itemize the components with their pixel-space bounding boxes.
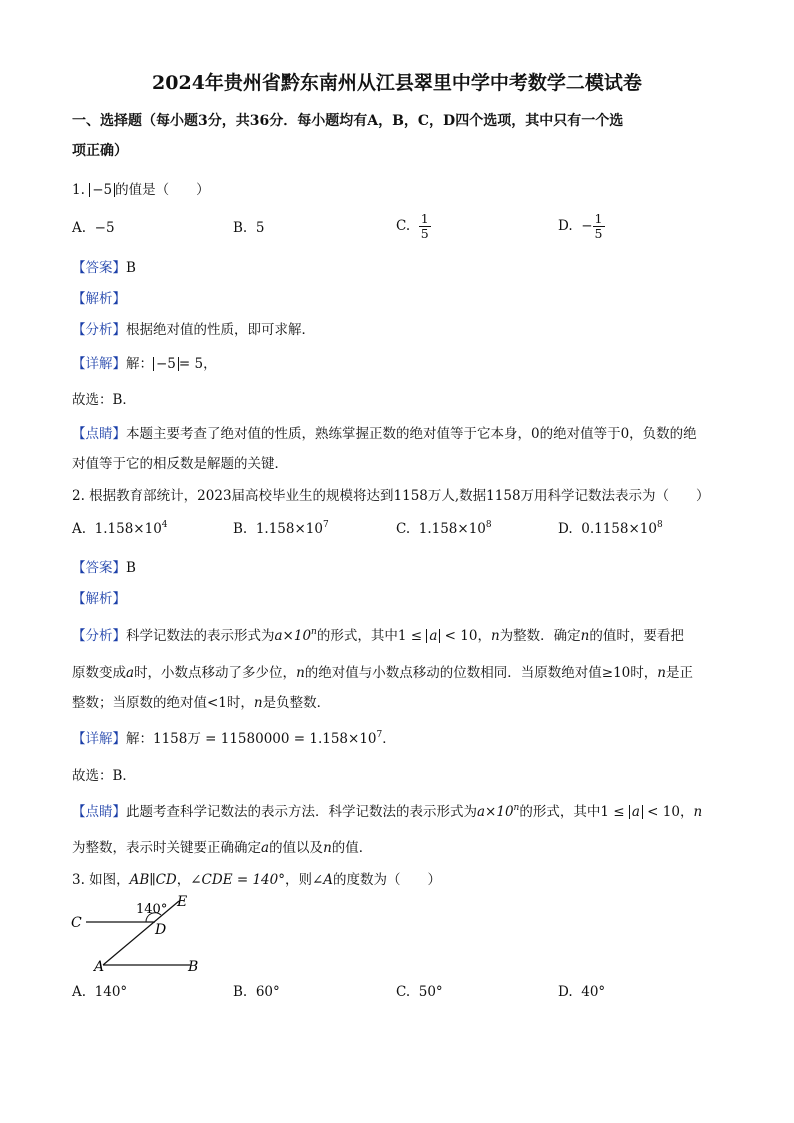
fraction: $\frac{1}{5}$ [594, 211, 603, 241]
xiangjie-line: 【详解】解： −5 = 5， [72, 356, 217, 372]
option-a-label: A. [72, 220, 87, 236]
option-a[interactable]: A. $1.158\times 10^4$ [72, 520, 168, 537]
option-a-value: −5 [94, 220, 115, 236]
question-1-options [72, 212, 752, 252]
dianjing-line-2: 对值等于它的相反数是解题的关键． [72, 456, 288, 472]
point-a: A [94, 959, 105, 975]
abs-value-expression: −5 [153, 357, 179, 371]
question-1-text: 的值是（ ） [115, 182, 210, 198]
option-d[interactable]: D. $0.1158\times 10^8$ [558, 520, 663, 537]
option-a[interactable] [72, 220, 115, 236]
point-e: E [177, 894, 188, 910]
answer-value: B [126, 260, 136, 276]
option-a[interactable]: A. 140° [72, 984, 128, 1000]
question-1-number: 1. [72, 182, 85, 198]
answer-tag: 【答案】 [72, 560, 126, 576]
answer-line [72, 256, 136, 276]
question-2-options [72, 520, 752, 544]
xiangjie-line: 【详解】解：1158万 = $11580000 = 1.158\times 10^7$． [72, 730, 396, 747]
option-c-label: C. [396, 218, 411, 234]
answer-tag: 【答案】 [72, 260, 126, 276]
question-2: 2. 根据教育部统计，2023届高校毕业生的规模将达到1158万人,数据1158万用科学记数法表示为（ ） [72, 488, 710, 504]
point-c: C [71, 915, 82, 931]
section-header-line2: 项正确） [72, 143, 128, 159]
dianjing-line-2: 为整数，表示时关键要正确确定a的值以及n的值． [72, 840, 373, 856]
fenxi-line-1: 【分析】科学记数法的表示形式为$a\times 10^n$的形式，其中1 ≤ a < 10，n为整数．确定n的值时，要看把 [72, 627, 684, 644]
abs-value-expression: −5 [89, 183, 115, 197]
fenxi-line-3: 整数；当原数的绝对值<1时，n是负整数． [72, 695, 331, 711]
dianjing-line-1: 【点睛】本题主要考查了绝对值的性质，熟练掌握正数的绝对值等于它本身，0的绝对值等于0，负数的绝 [72, 426, 697, 442]
guxuan-line: 故选：B． [72, 392, 136, 408]
dianjing-tag: 【点睛】 [72, 426, 126, 442]
answer-value: B [126, 560, 136, 576]
analysis-tag: 【解析】 [72, 291, 126, 307]
point-b: B [188, 959, 199, 975]
option-c[interactable]: C. 50° [396, 984, 443, 1000]
geometry-figure [66, 893, 216, 977]
option-c[interactable] [396, 212, 431, 241]
dianjing-line-1: 【点睛】此题考查科学记数法的表示方法．科学记数法的表示形式为$a\times 10^n$的形式，其中1 ≤ a < 10，n [72, 803, 703, 820]
fenxi-line [72, 318, 315, 338]
option-b-value: 5 [255, 220, 265, 236]
option-d[interactable]: D. − $\frac{1}{5}$ [558, 211, 603, 241]
option-b[interactable] [233, 220, 264, 236]
xiangjie-tag: 【详解】 [72, 731, 126, 747]
point-d: D [155, 922, 167, 938]
section-header-line1: 一、选择题（每小题3分，共36分．每小题均有A，B，C，D四个选项，其中只有一个选 [72, 113, 624, 129]
fraction: $\frac{1}{5}$ [420, 211, 429, 241]
guxuan-line: 故选：B． [72, 768, 136, 784]
option-b[interactable]: B. $1.158\times 10^7$ [233, 520, 329, 537]
fenxi-line-2: 原数变成a时，小数点移动了多少位，n的绝对值与小数点移动的位数相同．当原数绝对值≥10时，n是正 [72, 665, 693, 681]
angle-label: 140° [136, 902, 168, 917]
option-d-label: D. [558, 218, 573, 234]
fenxi-text: 根据绝对值的性质，即可求解． [126, 322, 315, 338]
xiangjie-tag: 【详解】 [72, 356, 126, 372]
dianjing-tag: 【点睛】 [72, 804, 126, 820]
option-b[interactable]: B. 60° [233, 984, 280, 1000]
fenxi-tag: 【分析】 [72, 322, 126, 338]
answer-line [72, 556, 136, 576]
analysis-tag: 【解析】 [72, 591, 126, 607]
option-d[interactable]: D. 40° [558, 984, 606, 1000]
option-c[interactable]: C. $1.158\times 10^8$ [396, 520, 492, 537]
question-1 [72, 178, 210, 198]
option-b-label: B. [233, 220, 248, 236]
question-3-options [72, 984, 752, 1008]
question-3: 3. 如图，AB∥CD，∠CDE = 140°，则∠A的度数为（ ） [72, 872, 442, 888]
page-title: 2024年贵州省黔东南州从江县翠里中学中考数学二模试卷 [152, 72, 642, 94]
fenxi-tag: 【分析】 [72, 628, 126, 644]
